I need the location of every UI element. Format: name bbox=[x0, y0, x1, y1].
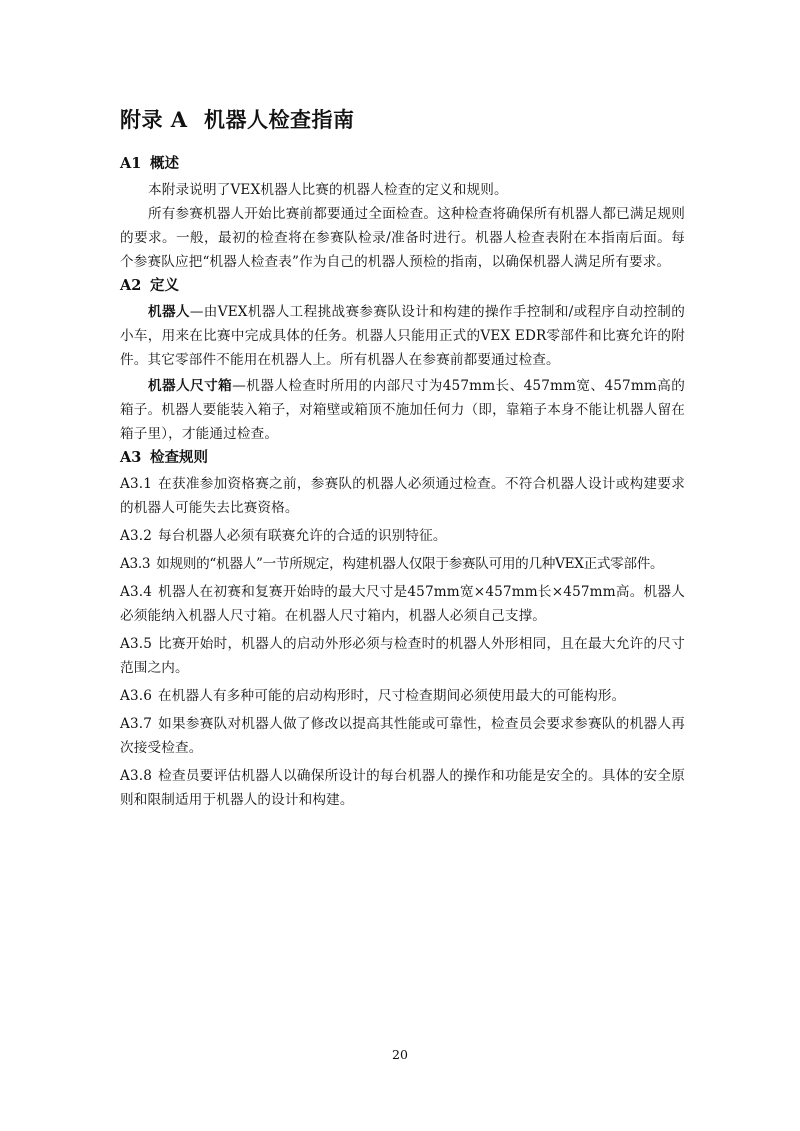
appendix-title bbox=[120, 104, 355, 134]
rule-number: A3.5 bbox=[120, 636, 153, 652]
definition-text: —由VEX机器人工程挑战赛参赛队设计和构建的操作手控制和/或程序自动控制的小车，用来在比赛中完成具体的任务。机器人只能用正式的VEX EDR零部件和比赛允许的附件。其它零部件不能用在机器人上。所有机器人在参赛前都要通过检查。 bbox=[120, 304, 686, 368]
rule-number: A3.6 bbox=[120, 688, 153, 704]
definition-term: 机器人尺寸箱 bbox=[148, 378, 233, 394]
document-body bbox=[120, 154, 685, 816]
rule-text: 如规则的“机器人”一节所规定，构建机器人仅限于参赛队可用的几种VEX正式零部件。 bbox=[156, 556, 664, 572]
rule-text: 比赛开始时，机器人的启动外形必须与检查时的机器人外形相同，且在最大允许的尺寸范围之内。 bbox=[120, 636, 685, 676]
rule-text: 在机器人有多种可能的启动构形时，尺寸检查期间必须使用最大的可能构形。 bbox=[158, 688, 626, 704]
section-number: A2 bbox=[120, 277, 142, 294]
rule-number: A3.1 bbox=[120, 476, 153, 492]
definition-sizing-box bbox=[120, 374, 685, 446]
rule-number: A3.8 bbox=[120, 768, 153, 784]
section-number: A3 bbox=[120, 449, 142, 466]
rule-a3-2 bbox=[120, 524, 685, 548]
section-heading-text: 检查规则 bbox=[150, 449, 208, 466]
page-number: 20 bbox=[392, 1047, 408, 1062]
rule-number: A3.3 bbox=[120, 556, 151, 572]
rule-number: A3.7 bbox=[120, 716, 153, 732]
rule-text: 每台机器人必须有联赛允许的合适的识别特征。 bbox=[158, 528, 447, 544]
appendix-title-text: 机器人检查指南 bbox=[204, 107, 355, 132]
section-heading-text: 概述 bbox=[150, 155, 179, 172]
section-heading-text: 定义 bbox=[150, 277, 179, 294]
rule-a3-6 bbox=[120, 684, 685, 708]
rule-number: A3.2 bbox=[120, 528, 153, 544]
definition-text: —机器人检查时所用的内部尺寸为457mm长、457mm宽、457mm高的箱子。机器人要能装入箱子，对箱壁或箱顶不施加任何力（即，靠箱子本身不能让机器人留在箱子里），才能通过检查。 bbox=[120, 378, 685, 442]
paragraph: 所有参赛机器人开始比赛前都要通过全面检查。这种检查将确保所有机器人都已满足规则的要求。一般，最初的检查将在参赛队检录/准备时进行。机器人检查表附在本指南后面。每个参赛队应把“机器人检查表”作为自己的机器人预检的指南，以确保机器人满足所有要求。 bbox=[120, 206, 685, 270]
rule-a3-7 bbox=[120, 712, 685, 760]
rule-a3-4 bbox=[120, 580, 685, 628]
rule-a3-8 bbox=[120, 764, 685, 812]
definition-term: 机器人 bbox=[148, 304, 190, 320]
section-a1-heading bbox=[120, 154, 685, 176]
rule-a3-3 bbox=[120, 552, 685, 576]
rule-a3-1 bbox=[120, 472, 685, 520]
paragraph: 本附录说明了VEX机器人比赛的机器人检查的定义和规则。 bbox=[148, 182, 508, 198]
rule-text: 机器人在初赛和复赛开始時的最大尺寸是457mm宽×457mm长×457mm高。机器人必须能纳入机器人尺寸箱。在机器人尺寸箱内，机器人必须自己支撑。 bbox=[120, 584, 685, 624]
rule-text: 如果参赛队对机器人做了修改以提高其性能或可靠性，检查员会要求参赛队的机器人再次接受检查。 bbox=[120, 716, 685, 756]
section-a3-heading bbox=[120, 448, 685, 470]
appendix-label: 附录 A bbox=[120, 107, 188, 132]
section-number: A1 bbox=[120, 155, 142, 172]
rule-text: 检查员要评估机器人以确保所设计的每台机器人的操作和功能是安全的。具体的安全原则和限制适用于机器人的设计和构建。 bbox=[120, 768, 685, 808]
rule-a3-5 bbox=[120, 632, 685, 680]
rule-text: 在获准参加资格赛之前，参赛队的机器人必须通过检查。不符合机器人设计或构建要求的机器人可能失去比赛资格。 bbox=[120, 476, 685, 516]
rule-number: A3.4 bbox=[120, 584, 153, 600]
definition-robot bbox=[120, 300, 685, 372]
section-a2-heading bbox=[120, 276, 685, 298]
